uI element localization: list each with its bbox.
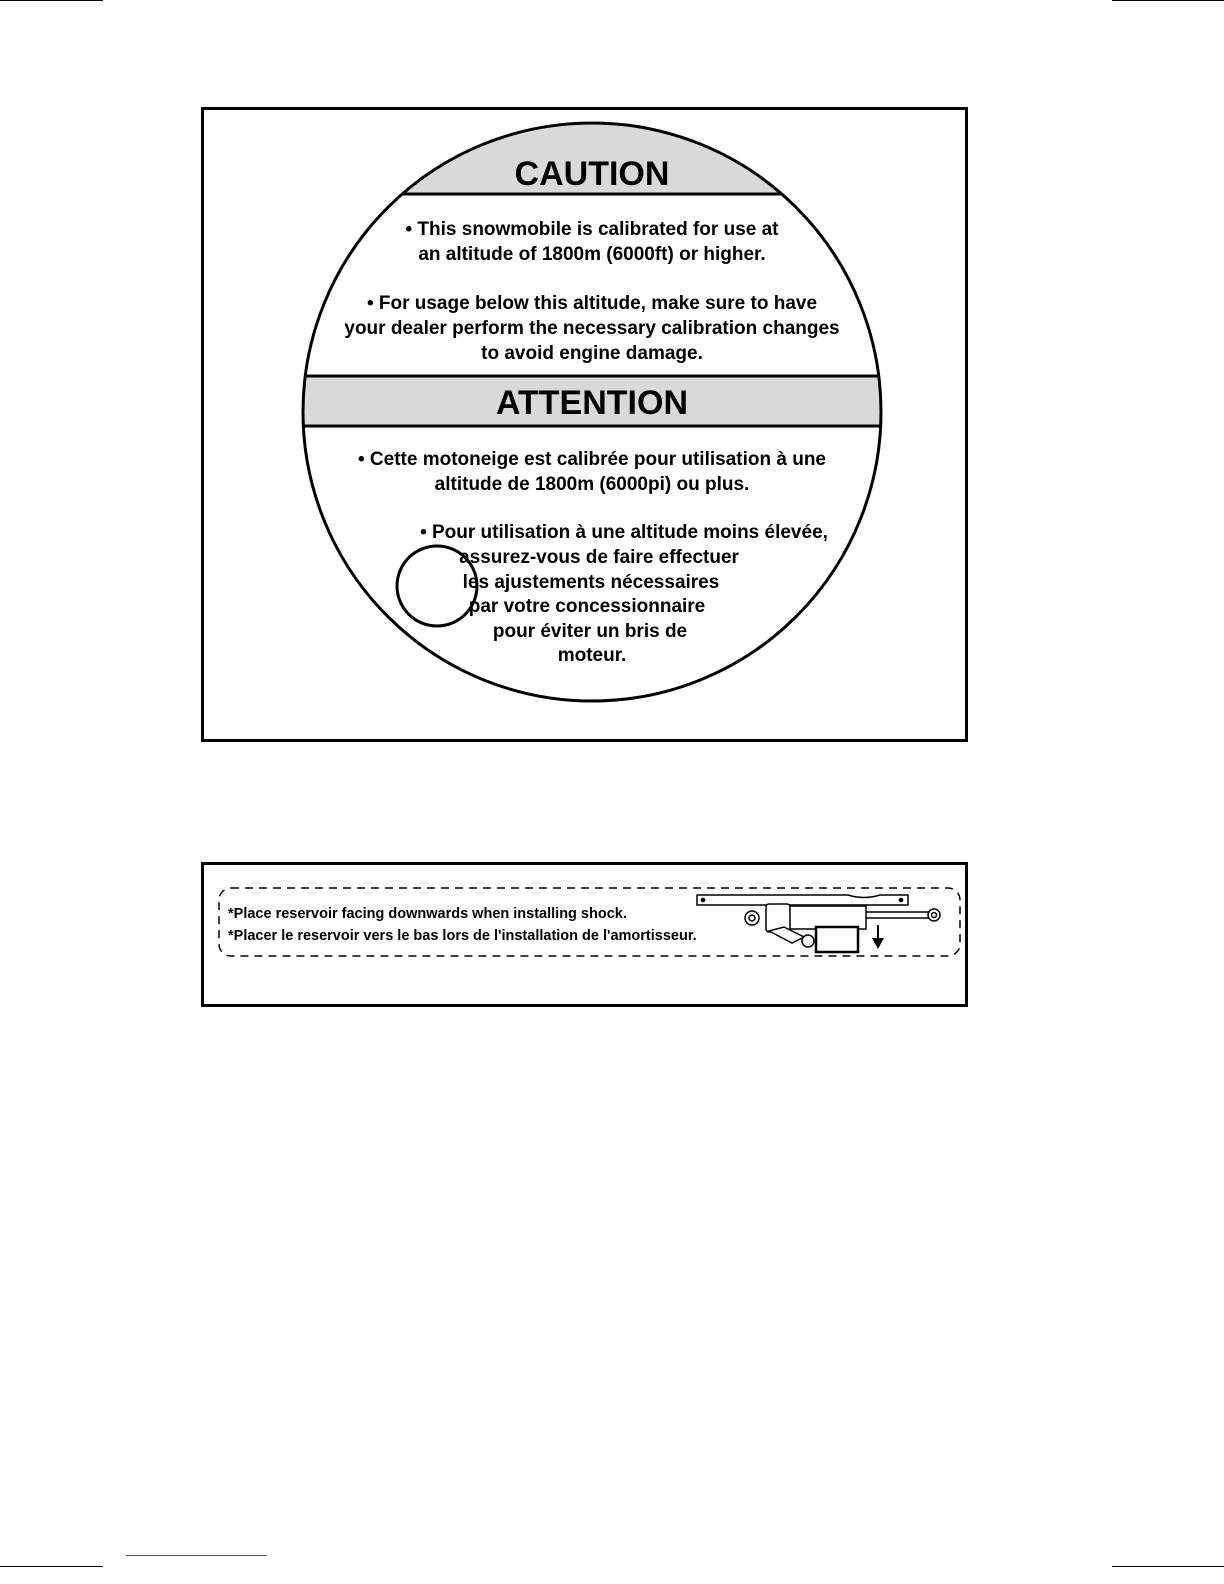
mounting-rail: [697, 895, 908, 905]
reservoir-canister: [816, 927, 858, 952]
caution-line-3: • For usage below this altitude, make sure to have: [366, 293, 818, 314]
shock-body: [786, 906, 866, 929]
attention-line-3: • Pour utilisation à une altitude moins élevée,: [420, 522, 828, 543]
attention-line-4: assurez-vous de faire effectuer: [459, 547, 739, 568]
caution-line-4: your dealer perform the necessary calibration changes: [344, 318, 840, 339]
footer-rule-left: [0, 1566, 103, 1567]
shock-eye-right-hole: [932, 913, 937, 918]
header-rule-left: [0, 0, 103, 1]
attention-heading: ATTENTION: [495, 384, 689, 422]
footer-rule-right: [1112, 1566, 1224, 1567]
attention-line-5: les ajustements nécessaires: [462, 572, 720, 593]
header-rule-right: [1112, 0, 1224, 1]
rail-bolt-left: [701, 898, 704, 901]
attention-line-6: par votre concessionnaire: [468, 596, 706, 617]
shock-shaft: [864, 912, 932, 918]
caution-line-1: • This snowmobile is calibrated for use at: [405, 219, 779, 240]
shock-eye-left-hole: [749, 915, 755, 921]
attention-line-7: pour éviter un bris de: [492, 621, 688, 642]
down-arrow-icon: [872, 925, 884, 949]
caution-line-2: an altitude of 1800m (6000ft) or higher.: [418, 244, 766, 265]
caution-heading: CAUTION: [514, 155, 670, 193]
caution-label-svg: [204, 110, 965, 739]
reservoir-fitting: [802, 935, 814, 947]
shock-instruction-french: *Placer le reservoir vers le bas lors de l'installation de l'amortisseur.: [228, 928, 697, 944]
attention-line-8: moteur.: [557, 645, 627, 666]
shock-label-panel: [201, 862, 968, 1007]
caution-line-5: to avoid engine damage.: [481, 343, 703, 364]
shock-instruction-english: *Place reservoir facing downwards when installing shock.: [228, 906, 627, 922]
attention-line-2: altitude de 1800m (6000pi) ou plus.: [434, 474, 750, 495]
attention-line-1: • Cette motoneige est calibrée pour utilisation à une: [357, 449, 827, 470]
caution-label-panel: [201, 107, 968, 742]
rail-bolt-right: [899, 898, 902, 901]
shock-label-svg: [204, 865, 965, 1004]
footer-link-underline[interactable]: [126, 1555, 267, 1556]
shock-absorber-drawing: [697, 895, 940, 952]
